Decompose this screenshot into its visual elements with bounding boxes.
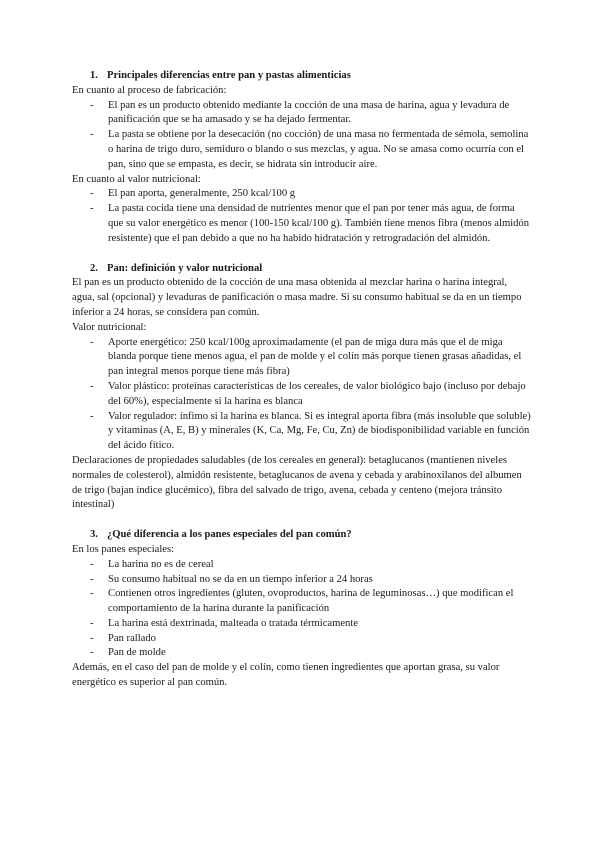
list-item [72,202,532,246]
list-item [72,187,532,202]
list-item [72,410,532,454]
dash-bullet: - [90,99,94,111]
section-2-health-claims: Declaraciones de propiedades saludables (de los cereales en general): betaglucanos (mantienen niveles normales de colesterol), almidón resistente, betaglucanos de avena y cebada y arabinoxilanos del albumen de trigo (bajan índice glucémico), fibra del salvado de trigo, avena, cebada y centeno (mejora tránsito intestinal) [72,454,522,511]
dash-bullet: - [90,588,94,600]
dash-bullet: - [90,336,94,348]
list-item-text: La pasta cocida tiene una densidad de nutrientes menor que el pan por tener más agua, de forma que su valor energético es menor (100-150 kcal/100 g). También tiene menos fibra (menos almidón resistente) que el pan debido a que no ha habido hidratación y retrogradación del almidón. [108,203,530,244]
list-item-text: El pan aporta, generalmente, 250 kcal/100 g [108,188,296,200]
dash-bullet: - [90,188,94,200]
dash-bullet: - [90,632,94,644]
list-item-text: La harina está dextrinada, malteada o tratada térmicamente [108,617,358,629]
section-1-number: 1. [90,70,98,81]
dash-bullet: - [90,203,94,215]
section-gap [72,247,532,262]
list-item [72,128,532,172]
section-2-list-nutrition [72,336,532,454]
list-item-text: La harina no es de cereal [108,558,214,570]
section-3-number: 3. [90,529,98,541]
dash-bullet: - [90,380,94,392]
section-1-heading [90,69,532,84]
list-item-text: Aporte energético: 250 kcal/100g aproximadamente (el pan de miga dura más que el de miga blanda porque tiene menos agua, el pan de molde y el colín más porque tienen grasas añadidas, el pan integral menos porque tiene más fibra) [108,336,522,378]
document-content [72,69,532,691]
dash-bullet: - [90,410,94,422]
list-item [72,558,532,573]
section-3-title: ¿Qué diferencia a los panes especiales del pan común? [107,529,352,541]
section-1-list-nutrition [72,187,532,246]
list-item-text: Pan de molde [108,647,166,659]
dash-bullet: - [90,558,94,570]
list-item [72,99,532,129]
list-item [72,380,532,410]
list-item [72,587,532,617]
section-3-subheading: En los panes especiales: [72,543,175,555]
list-item [72,617,532,632]
list-item-text: Valor regulador: ínfimo si la harina es blanca. Si es integral aporta fibra (más insoluble que soluble) y vitaminas (A, E, B) y minerales (K, Ca, Mg, Fe, Cu, Zn) de biodisponibilidad variable en función del ácido fítico. [108,410,531,452]
list-item-text: Valor plástico: proteínas características de los cereales, de valor biológico bajo (incluso por debajo del 60%), especialmente si la harina es blanca [108,380,526,407]
list-item [72,646,532,661]
list-item-text: Pan rallado [108,632,156,644]
list-item [72,336,532,380]
dash-bullet: - [90,573,94,585]
section-2-number: 2. [90,262,98,274]
section-1-subheading-nutrition: En cuanto al valor nutricional: [72,173,201,185]
section-2-title: Pan: definición y valor nutricional [107,262,263,274]
section-2-subheading-nutrition: Valor nutricional: [72,321,147,333]
section-gap [72,513,532,528]
dash-bullet: - [90,647,94,659]
dash-bullet: - [90,617,94,629]
list-item-text: Contienen otros ingredientes (gluten, ovoproductos, harina de leguminosas…) que modifican el comportamiento de la harina durante la panificación [108,588,514,615]
list-item-text: Su consumo habitual no se da en un tiempo inferior a 24 horas [108,573,373,585]
section-2-definition: El pan es un producto obtenido de la cocción de una masa obtenida al mezclar harina o harina integral, agua, sal (opcional) y levaduras de panificación o masa madre. Si su consumo habitual se da en un tiempo inferior a 24 horas, se considera pan común. [72,277,522,318]
list-item-text: La pasta se obtiene por la desecación (no cocción) de una masa no fermentada de sémola, semolina o harina de trigo duro, semiduro o blando o sus mezclas, y agua. No se amasa como ocurría con el pan, sino que se empasta, es decir, se hidrata sin introducir aire. [108,129,529,170]
section-1-subheading-fabrication: En cuanto al proceso de fabricación: [72,84,227,96]
list-item-text: El pan es un producto obtenido mediante la cocción de una masa de harina, agua y levadura de panificación que se ha amasado y se ha dejado fermentar. [108,99,510,126]
section-2-heading [90,262,532,277]
list-item [72,632,532,647]
list-item [72,573,532,588]
section-1-list-fabrication [72,99,532,173]
section-3-list [72,558,532,662]
section-3-heading [90,528,532,543]
section-3-closing: Además, en el caso del pan de molde y el colín, como tienen ingredientes que aportan grasa, su valor energético es superior al pan común. [72,662,500,689]
dash-bullet: - [90,129,94,141]
section-1-title: Principales diferencias entre pan y pastas alimenticias [107,70,351,81]
